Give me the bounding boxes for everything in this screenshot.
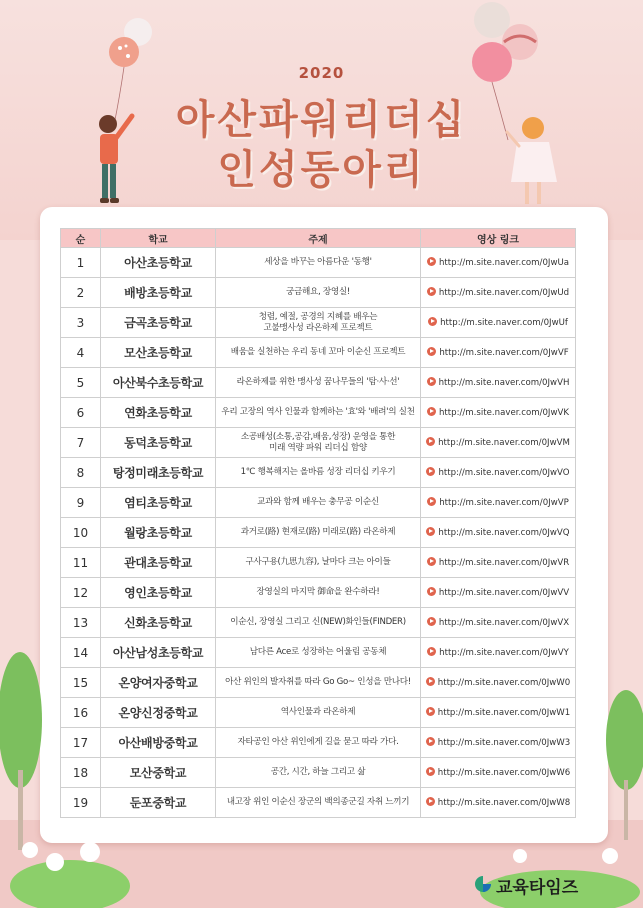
page-subtitle: 인성동아리 (217, 147, 426, 193)
video-link-url[interactable]: http://m.site.naver.com/0JwVH (438, 378, 570, 388)
school-name: 아산배방중학교 (101, 728, 216, 758)
play-icon (426, 527, 435, 536)
play-icon (426, 437, 435, 446)
video-link[interactable] (421, 638, 576, 668)
play-icon (426, 467, 435, 476)
video-link[interactable] (421, 698, 576, 728)
video-link-url[interactable]: http://m.site.naver.com/0JwW8 (437, 798, 571, 808)
video-link-url[interactable]: http://m.site.naver.com/0JwVO (438, 468, 570, 478)
column-header-video-link: 영상 링크 (421, 229, 576, 248)
video-link[interactable] (421, 758, 576, 788)
row-number: 4 (61, 338, 101, 368)
video-link-url[interactable]: http://m.site.naver.com/0JwVK (438, 408, 570, 418)
row-number: 8 (61, 458, 101, 488)
row-number: 5 (61, 368, 101, 398)
table-row (61, 278, 576, 308)
video-link-url[interactable]: http://m.site.naver.com/0JwVV (438, 588, 570, 598)
video-link-url[interactable]: http://m.site.naver.com/0JwW6 (437, 768, 571, 778)
table-row (61, 728, 576, 758)
club-topic: 우리 고장의 역사 인물과 함께하는 '효'와 '배려'의 실천 (216, 398, 421, 428)
row-number: 11 (61, 548, 101, 578)
row-number: 12 (61, 578, 101, 608)
row-number: 9 (61, 488, 101, 518)
play-icon (427, 407, 436, 416)
table-row (61, 488, 576, 518)
table-row (61, 788, 576, 818)
school-name: 연화초등학교 (101, 398, 216, 428)
play-icon (428, 317, 437, 326)
kyoyuk-times-logo: 교육타임즈 (496, 878, 579, 898)
video-link-url[interactable]: http://m.site.naver.com/0JwUf (440, 318, 568, 328)
video-link[interactable] (421, 338, 576, 368)
play-icon (426, 767, 435, 776)
club-topic: 공간, 시간, 하늘 그리고 삶 (216, 758, 421, 788)
tree-left-illustration (0, 650, 50, 850)
school-name: 아산북수초등학교 (101, 368, 216, 398)
video-link-url[interactable]: http://m.site.naver.com/0JwUa (438, 258, 570, 268)
club-topic: 과거로(路) 현재로(路) 미래로(路) 라온하제 (216, 518, 421, 548)
video-link[interactable] (421, 458, 576, 488)
table-row (61, 548, 576, 578)
club-topic: 아산 위인의 발자취를 따라 Go Go~ 인성을 만나다! (216, 668, 421, 698)
club-topic: 교과와 함께 배우는 충무공 이순신 (216, 488, 421, 518)
video-link-url[interactable]: http://m.site.naver.com/0JwW3 (437, 738, 571, 748)
table-row (61, 698, 576, 728)
school-name: 영인초등학교 (101, 578, 216, 608)
row-number: 16 (61, 698, 101, 728)
video-link[interactable] (421, 278, 576, 308)
video-link-url[interactable]: http://m.site.naver.com/0JwVQ (438, 528, 570, 538)
play-icon (426, 797, 435, 806)
page-title: 아산파워리더십 (175, 97, 468, 143)
play-icon (427, 647, 436, 656)
school-name: 모산중학교 (101, 758, 216, 788)
video-link-url[interactable]: http://m.site.naver.com/0JwW0 (437, 678, 571, 688)
play-icon (426, 737, 435, 746)
table-row (61, 248, 576, 278)
play-icon (427, 347, 436, 356)
row-number: 17 (61, 728, 101, 758)
table-row (61, 638, 576, 668)
header-year: 2020 (298, 64, 345, 82)
video-link-url[interactable]: http://m.site.naver.com/0JwVR (438, 558, 570, 568)
video-link[interactable] (421, 668, 576, 698)
video-link-url[interactable]: http://m.site.naver.com/0JwVM (438, 438, 570, 448)
school-name: 동덕초등학교 (101, 428, 216, 458)
club-table (60, 228, 576, 818)
school-name: 신화초등학교 (101, 608, 216, 638)
video-link[interactable] (421, 248, 576, 278)
row-number: 1 (61, 248, 101, 278)
club-topic: 남다른 Ace로 성장하는 어울림 공동체 (216, 638, 421, 668)
club-topic: 이순신, 장영실 그리고 신(NEW)화인들(FINDER) (216, 608, 421, 638)
row-number: 18 (61, 758, 101, 788)
video-link[interactable] (421, 608, 576, 638)
club-topic: 배움을 실천하는 우리 동네 꼬마 이순신 프로젝트 (216, 338, 421, 368)
row-number: 14 (61, 638, 101, 668)
table-row (61, 398, 576, 428)
club-topic: 1℃ 행복해지는 올바름 성장 리더십 키우기 (216, 458, 421, 488)
video-link[interactable] (421, 368, 576, 398)
school-name: 아산남성초등학교 (101, 638, 216, 668)
play-icon (427, 557, 436, 566)
play-icon (427, 617, 436, 626)
video-link-url[interactable]: http://m.site.naver.com/0JwVX (438, 618, 570, 628)
play-icon (426, 707, 435, 716)
school-name: 배방초등학교 (101, 278, 216, 308)
club-topic: 궁금해요, 장영실! (216, 278, 421, 308)
video-link-url[interactable]: http://m.site.naver.com/0JwVF (439, 348, 569, 358)
club-topic: 장영실의 마지막 御命을 완수하라! (216, 578, 421, 608)
video-link[interactable] (421, 428, 576, 458)
video-link[interactable] (421, 518, 576, 548)
video-link-url[interactable]: http://m.site.naver.com/0JwVY (439, 648, 569, 658)
table-row (61, 518, 576, 548)
play-icon (427, 257, 436, 266)
school-name: 금곡초등학교 (101, 308, 216, 338)
school-name: 온양여자중학교 (101, 668, 216, 698)
club-topic: 청렴, 예절, 공경의 지혜를 배우는 고불맹사성 라온하제 프로젝트 (216, 308, 421, 338)
play-icon (427, 377, 436, 386)
video-link[interactable] (421, 728, 576, 758)
play-icon (426, 677, 435, 686)
video-link[interactable] (421, 788, 576, 818)
kyoyuk-times-logo-icon (474, 875, 492, 893)
club-topic: 소공배성(소통,공감,배움,성장) 운영을 통한 미래 역량 파워 리더십 함양 (216, 428, 421, 458)
row-number: 13 (61, 608, 101, 638)
video-link-url[interactable]: http://m.site.naver.com/0JwW1 (437, 708, 571, 718)
row-number: 6 (61, 398, 101, 428)
column-header-school: 학교 (101, 229, 216, 248)
row-number: 19 (61, 788, 101, 818)
school-name: 월랑초등학교 (101, 518, 216, 548)
club-topic: 구사구용(九思九容), 날마다 크는 아이들 (216, 548, 421, 578)
row-number: 7 (61, 428, 101, 458)
column-header-number: 순 (61, 229, 101, 248)
school-name: 염티초등학교 (101, 488, 216, 518)
school-name: 둔포중학교 (101, 788, 216, 818)
school-name: 모산초등학교 (101, 338, 216, 368)
row-number: 3 (61, 308, 101, 338)
table-row (61, 668, 576, 698)
table-row (61, 428, 576, 458)
video-link[interactable] (421, 578, 576, 608)
club-topic: 역사인물과 라온하제 (216, 698, 421, 728)
school-name: 온양신정중학교 (101, 698, 216, 728)
table-row (61, 338, 576, 368)
video-link[interactable] (421, 548, 576, 578)
table-body (61, 248, 576, 818)
table-row (61, 368, 576, 398)
table-row (61, 308, 576, 338)
video-link[interactable] (421, 488, 576, 518)
row-number: 10 (61, 518, 101, 548)
school-name: 관대초등학교 (101, 548, 216, 578)
play-icon (427, 587, 436, 596)
club-topic: 내고장 위인 이순신 장군의 백의종군길 자취 느끼기 (216, 788, 421, 818)
video-link-url[interactable]: http://m.site.naver.com/0JwUd (438, 288, 570, 298)
play-icon (427, 497, 436, 506)
table-row (61, 578, 576, 608)
table-row (61, 758, 576, 788)
video-link[interactable] (421, 398, 576, 428)
column-header-topic: 주제 (216, 229, 421, 248)
club-topic: 자타공인 아산 위인에게 길을 묻고 따라 가다. (216, 728, 421, 758)
table-row (61, 458, 576, 488)
play-icon (427, 287, 436, 296)
table-row (61, 608, 576, 638)
video-link-url[interactable]: http://m.site.naver.com/0JwVP (439, 498, 569, 508)
row-number: 2 (61, 278, 101, 308)
club-topic: 라온하제를 위한 맹사성 꿈나무들의 '탐·사·선' (216, 368, 421, 398)
table-header-row (61, 229, 576, 248)
club-topic: 세상을 바꾸는 아름다운 '동행' (216, 248, 421, 278)
row-number: 15 (61, 668, 101, 698)
tree-right-illustration (600, 690, 643, 840)
school-name: 아산초등학교 (101, 248, 216, 278)
video-link[interactable] (421, 308, 576, 338)
school-name: 탕정미래초등학교 (101, 458, 216, 488)
